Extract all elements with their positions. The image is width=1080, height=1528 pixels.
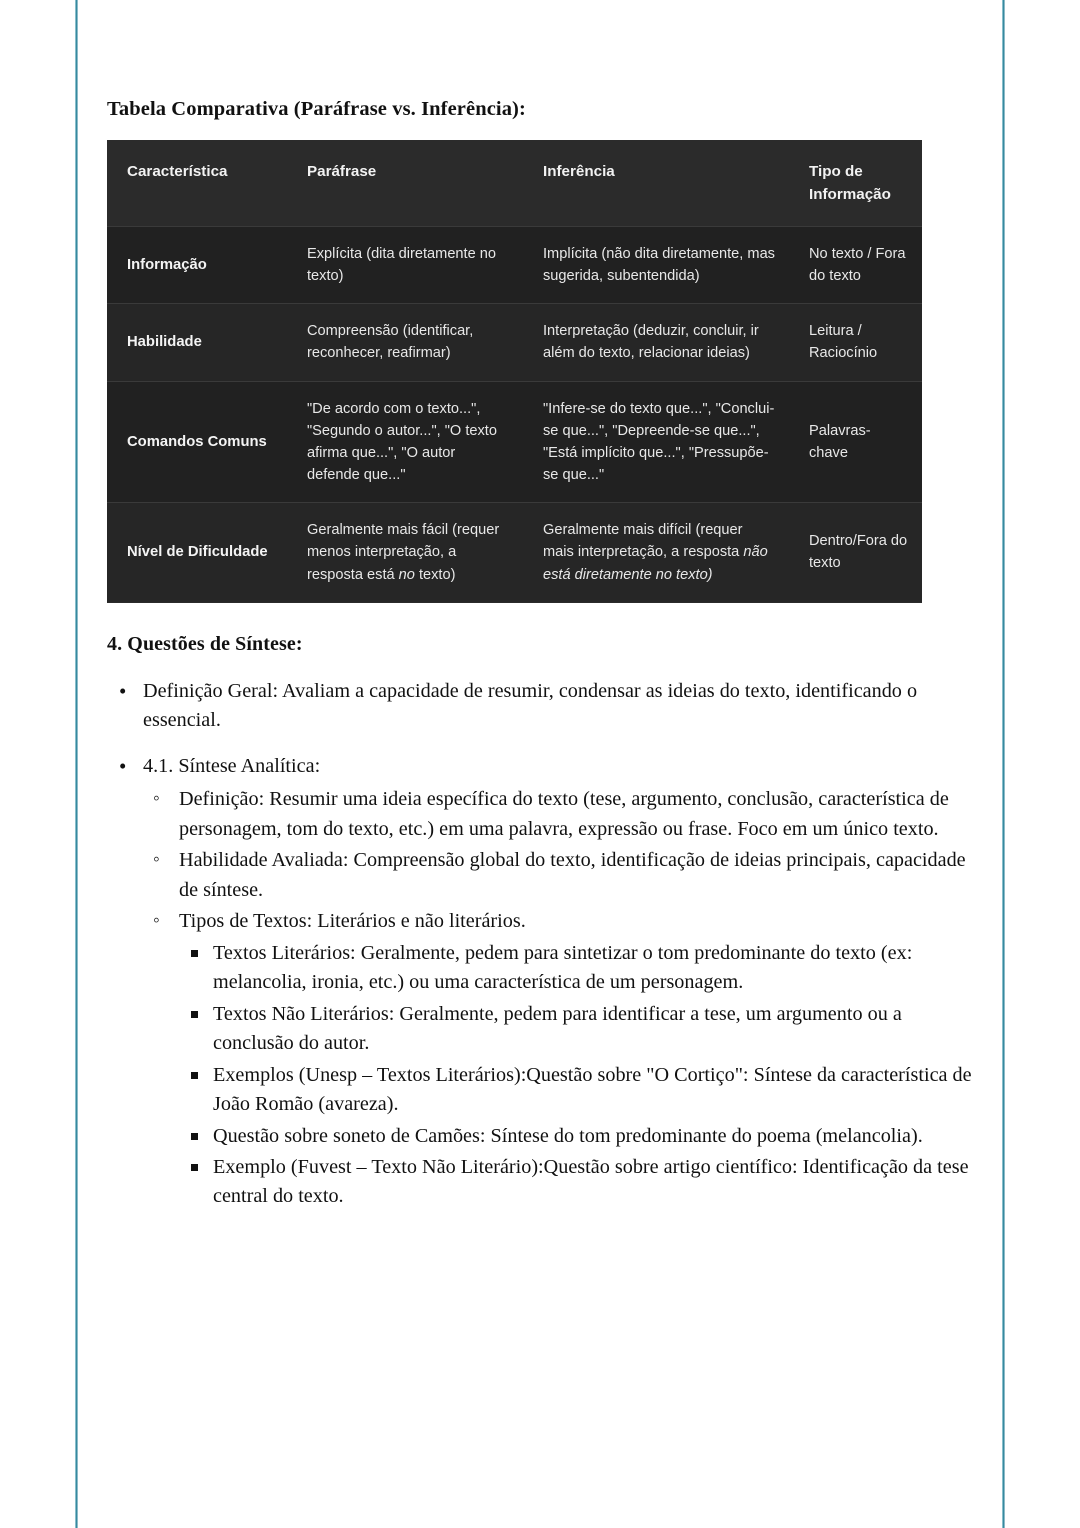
table-row [107, 503, 922, 603]
cell-parafrase-post: texto) [414, 566, 456, 583]
cell-tipo: Palavras-chave [809, 422, 871, 461]
page-right-rule [1002, 0, 1005, 1528]
cell-inferencia [523, 503, 789, 603]
cell-caracteristica: Informação [127, 256, 207, 273]
list-item: Exemplos (Unesp – Textos Literários):Questão sobre "O Cortiço": Síntese da característica de João Romão (avareza). [179, 1061, 987, 1120]
list-item: • Definição Geral: Avaliam a capacidade de resumir, condensar as ideias do texto, identificando o essencial. [107, 677, 987, 736]
table-header [107, 140, 922, 227]
list-item: Questão sobre soneto de Camões: Síntese do tom predominante do poema (melancolia). [179, 1122, 987, 1151]
list-item: Textos Literários: Geralmente, pedem para sintetizar o tom predominante do texto (ex: melancolia, ironia, etc.) ou uma característica de um personagem. [179, 939, 987, 998]
list-item: ◦ Habilidade Avaliada: Compreensão global do texto, identificação de ideias principais, capacidade de síntese. [143, 846, 987, 905]
list-item-label: Tipos de Textos: Literários e não literários. [179, 910, 526, 933]
cell-inferencia: Interpretação (deduzir, concluir, ir além do texto, relacionar ideias) [543, 323, 759, 362]
cell-parafrase: "De acordo com o texto...", "Segundo o autor...", "O texto afirma que...", "O autor defende que..." [307, 400, 497, 484]
outline-level-3 [179, 939, 987, 1212]
section-heading-4: 4. Questões de Síntese: [107, 632, 303, 655]
cell-inferencia: "Infere-se do texto que...", "Conclui-se que...", "Depreende-se que...", "Está implícito que...", "Pressupõe-se que..." [543, 400, 775, 484]
table-row [107, 226, 922, 303]
cell-caracteristica: Habilidade [127, 334, 202, 351]
page-left-rule [75, 0, 78, 1528]
list-item: Textos Não Literários: Geralmente, pedem para identificar a tese, um argumento ou a conclusão do autor. [179, 1000, 987, 1059]
cell-parafrase: Explícita (dita diretamente no texto) [307, 245, 497, 284]
comparison-table [107, 140, 922, 603]
list-item [143, 907, 987, 1212]
table-body [107, 226, 922, 602]
column-header-inferencia: Inferência [523, 140, 789, 227]
cell-caracteristica: Nível de Dificuldade [127, 544, 268, 561]
table-row [107, 304, 922, 381]
cell-parafrase-italic: no [398, 566, 415, 583]
cell-parafrase-pre: Geralmente mais fácil (requer menos interpretação, a resposta está [307, 522, 500, 583]
cell-caracteristica: Comandos Comuns [127, 433, 267, 450]
list-item: Exemplo (Fuvest – Texto Não Literário):Questão sobre artigo científico: Identificação da tese central do texto. [179, 1153, 987, 1212]
list-item: ◦ Definição: Resumir uma ideia específica do texto (tese, argumento, conclusão, característica de personagem, tom do texto, etc.) em uma palavra, expressão ou frase. Foco em um único texto. [143, 785, 987, 844]
outline-level-2 [143, 785, 987, 1212]
cell-tipo: Dentro/Fora do texto [809, 533, 908, 572]
table-row [107, 381, 922, 503]
cell-parafrase [287, 503, 523, 603]
cell-inferencia: Implícita (não dita diretamente, mas sugerida, subentendida) [543, 245, 775, 284]
column-header-tipo-de-informacao: Tipo de Informação [789, 140, 922, 227]
page-content [107, 96, 987, 1216]
outline-level-1 [107, 677, 987, 1212]
list-item [107, 752, 987, 1212]
cell-inferencia-italic: não está diretamente no texto) [543, 544, 768, 583]
table-title: Tabela Comparativa (Paráfrase vs. Inferência): [107, 98, 526, 120]
column-header-caracteristica: Característica [107, 140, 287, 227]
column-header-parafrase: Paráfrase [287, 140, 523, 227]
list-item-label: 4.1. Síntese Analítica: [143, 754, 321, 777]
cell-parafrase: Compreensão (identificar, reconhecer, reafirmar) [307, 323, 474, 362]
table-header-row [107, 140, 922, 227]
cell-tipo: No texto / Fora do texto [809, 245, 906, 284]
cell-inferencia-pre: Geralmente mais difícil (requer mais interpretação, a resposta [543, 522, 744, 561]
cell-tipo: Leitura / Raciocínio [809, 323, 878, 362]
